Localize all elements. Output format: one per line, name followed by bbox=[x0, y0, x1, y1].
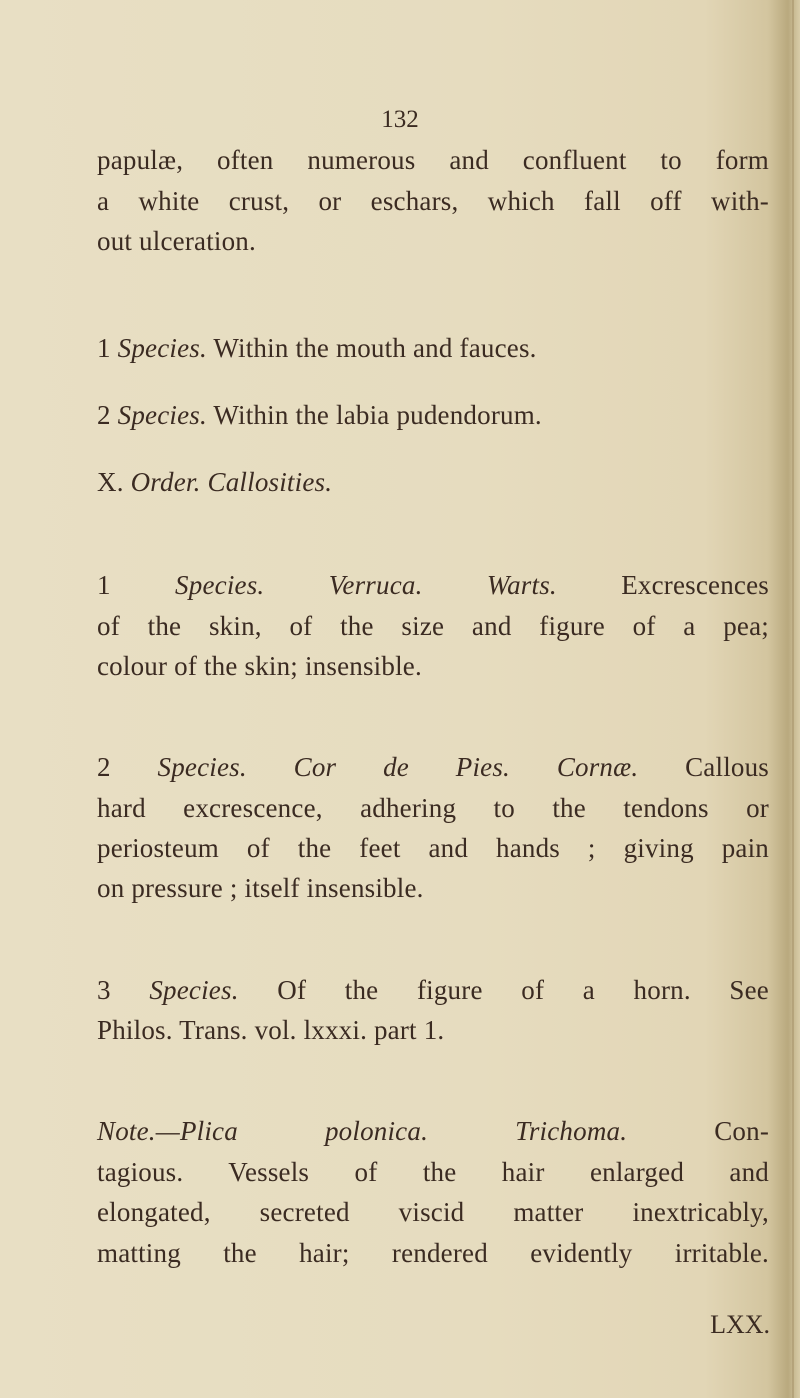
italic-text: Species. bbox=[175, 570, 265, 600]
text-line bbox=[97, 180, 769, 222]
italic-text: Species. bbox=[149, 975, 239, 1005]
text-segment: 2 bbox=[97, 400, 118, 430]
text-segment: Callous bbox=[638, 752, 770, 782]
text-line bbox=[97, 605, 769, 647]
text-line bbox=[97, 867, 769, 909]
text-segment: matting the hair; rendered evidently irritable. bbox=[97, 1238, 769, 1268]
text-line bbox=[97, 746, 769, 788]
page-gutter-edge bbox=[792, 0, 794, 1398]
text-segment: on pressure ; itself insensible. bbox=[97, 873, 424, 903]
text-segment: hard excrescence, adhering to the tendons or bbox=[97, 793, 769, 823]
text-segment bbox=[510, 752, 557, 782]
text-line bbox=[97, 1232, 769, 1274]
text-segment: Philos. Trans. vol. lxxxi. part 1. bbox=[97, 1015, 445, 1045]
text-segment: tagious. Vessels of the hair enlarged and bbox=[97, 1157, 769, 1187]
italic-text: Cor de Pies. bbox=[293, 752, 510, 782]
text-line bbox=[97, 827, 769, 869]
text-line bbox=[97, 327, 769, 369]
text-line bbox=[97, 645, 769, 687]
text-segment: periosteum of the feet and hands ; giving pain bbox=[97, 833, 769, 863]
text-segment: Excrescences bbox=[556, 570, 770, 600]
signature-mark: LXX. bbox=[710, 1310, 770, 1339]
italic-text: Trichoma. bbox=[515, 1116, 628, 1146]
text-line bbox=[97, 1110, 769, 1152]
text-segment: out ulceration. bbox=[97, 226, 256, 256]
text-line bbox=[97, 1009, 769, 1051]
text-line bbox=[97, 969, 769, 1011]
text-segment bbox=[201, 467, 208, 497]
text-segment: 1 bbox=[97, 570, 176, 600]
text-line bbox=[97, 1151, 769, 1193]
text-line bbox=[97, 461, 769, 503]
text-line bbox=[97, 139, 769, 181]
text-segment: X. bbox=[97, 467, 131, 497]
text-segment: 1 bbox=[97, 333, 118, 363]
text-line bbox=[97, 564, 769, 606]
page-number: 132 bbox=[381, 106, 419, 133]
italic-text: Species. bbox=[117, 333, 207, 363]
italic-text: Callosities. bbox=[207, 467, 333, 497]
text-segment: colour of the skin; insensible. bbox=[97, 651, 422, 681]
text-segment bbox=[247, 752, 294, 782]
text-segment: papulæ, often numerous and confluent to form bbox=[97, 145, 769, 175]
italic-text: Species. bbox=[157, 752, 247, 782]
text-segment bbox=[264, 570, 328, 600]
italic-text: Order. bbox=[130, 467, 201, 497]
text-segment: Con- bbox=[627, 1116, 770, 1146]
text-segment: Within the mouth and fauces. bbox=[206, 333, 537, 363]
italic-text: Warts. bbox=[486, 570, 557, 600]
text-line bbox=[97, 1191, 769, 1233]
text-line bbox=[97, 220, 769, 262]
text-segment bbox=[423, 570, 487, 600]
text-segment: Of the figure of a horn. See bbox=[238, 975, 769, 1005]
italic-text: Note.—Plica polonica. bbox=[97, 1116, 429, 1146]
text-line bbox=[97, 394, 769, 436]
italic-text: Cornæ. bbox=[556, 752, 639, 782]
text-line bbox=[97, 787, 769, 829]
italic-text: Verruca. bbox=[328, 570, 423, 600]
text-segment: a white crust, or eschars, which fall off with- bbox=[97, 186, 769, 216]
text-segment: 3 bbox=[97, 975, 150, 1005]
text-segment: Within the labia pudendorum. bbox=[206, 400, 542, 430]
text-segment: elongated, secreted viscid matter inextricably, bbox=[97, 1197, 769, 1227]
text-segment: 2 bbox=[97, 752, 158, 782]
text-segment: of the skin, of the size and figure of a pea; bbox=[97, 611, 769, 641]
italic-text: Species. bbox=[117, 400, 207, 430]
text-segment bbox=[428, 1116, 515, 1146]
